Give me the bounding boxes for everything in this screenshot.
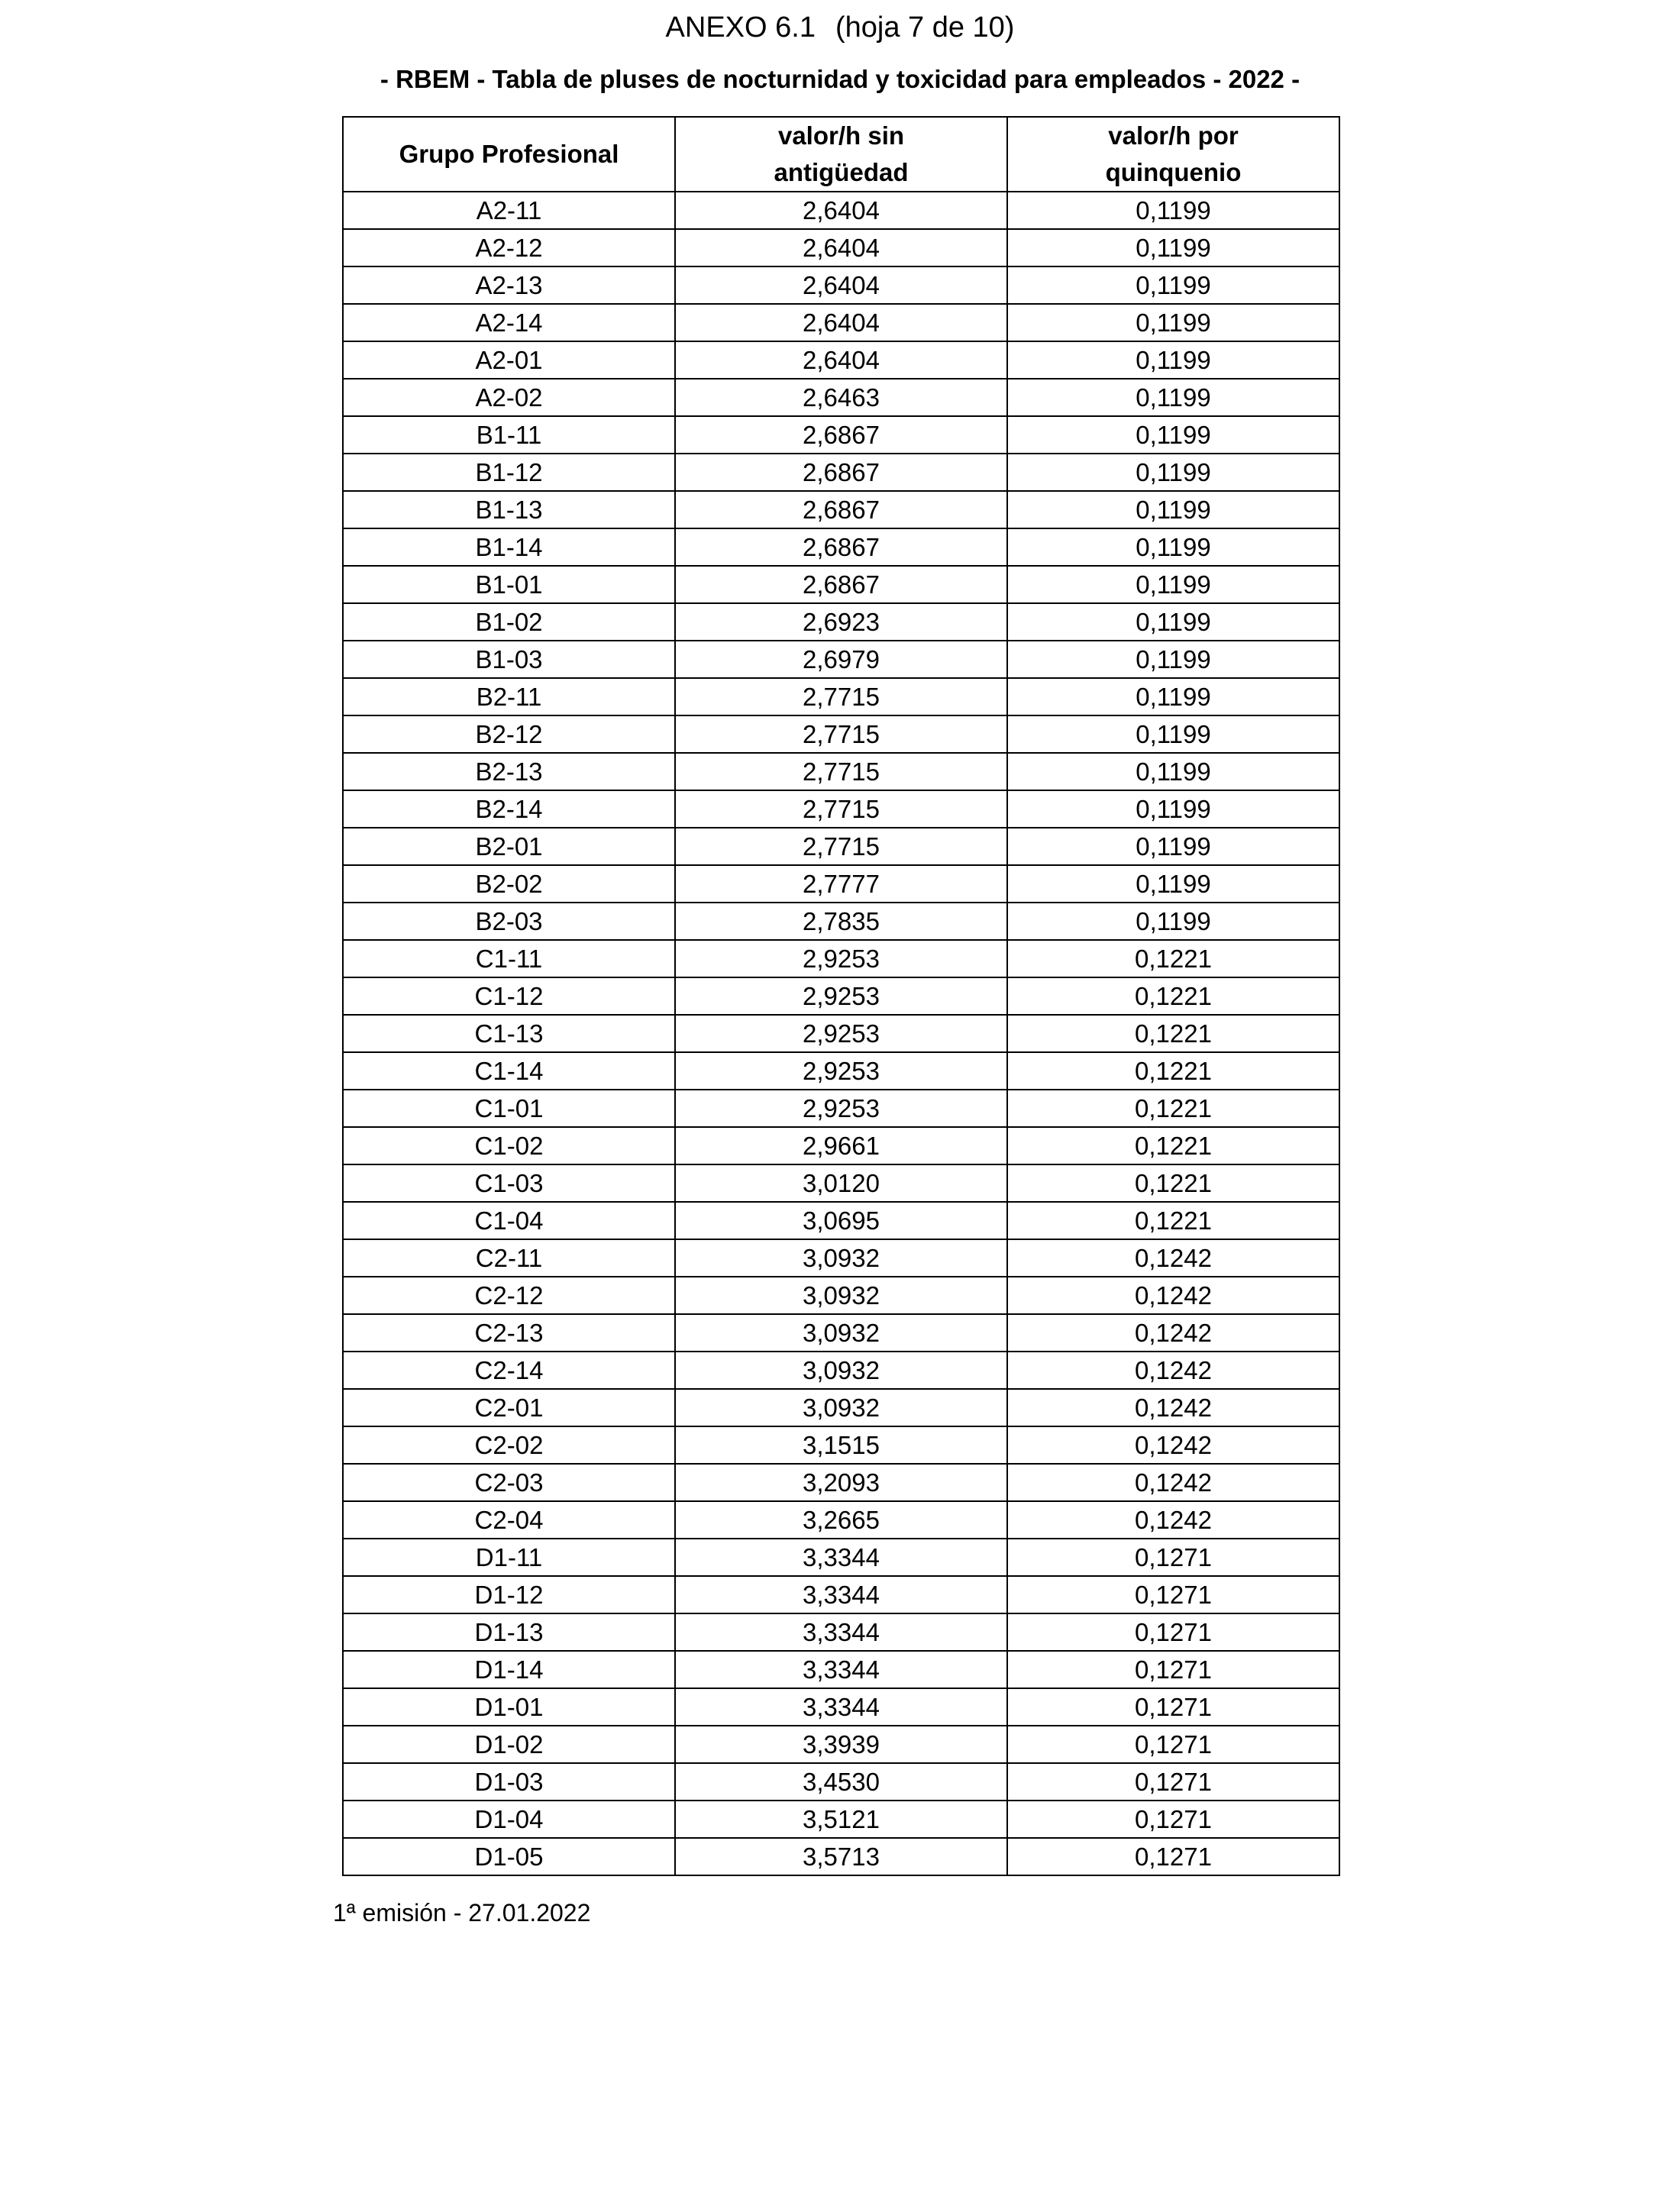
grupo-cell: B1-11 [343,416,675,454]
table-row [343,1838,1339,1875]
valor-quinquenio-cell: 0,1271 [1007,1651,1339,1688]
table-row [343,1352,1339,1389]
grupo-cell: D1-13 [343,1613,675,1651]
valor-quinquenio-cell: 0,1199 [1007,865,1339,903]
grupo-cell: D1-03 [343,1763,675,1801]
valor-sin-cell: 2,6867 [675,491,1007,528]
valor-sin-cell: 3,0932 [675,1352,1007,1389]
valor-sin-cell: 3,0695 [675,1202,1007,1239]
valor-quinquenio-cell: 0,1199 [1007,678,1339,715]
valor-quinquenio-cell: 0,1271 [1007,1613,1339,1651]
valor-sin-cell: 3,3939 [675,1726,1007,1763]
valor-sin-cell: 2,7777 [675,865,1007,903]
valor-sin-cell: 3,5713 [675,1838,1007,1875]
valor-quinquenio-cell: 0,1242 [1007,1501,1339,1539]
table-row [343,528,1339,566]
grupo-cell: C1-03 [343,1164,675,1202]
valor-sin-cell: 2,7715 [675,715,1007,753]
valor-quinquenio-cell: 0,1199 [1007,341,1339,379]
grupo-cell: B1-14 [343,528,675,566]
valor-quinquenio-cell: 0,1221 [1007,1202,1339,1239]
valor-quinquenio-cell: 0,1199 [1007,603,1339,641]
grupo-cell: C2-11 [343,1239,675,1277]
page-heading [0,9,1680,46]
table-row [343,1576,1339,1613]
grupo-cell: B2-03 [343,903,675,940]
sheet-label: (hoja 7 de 10) [835,11,1015,44]
valor-quinquenio-cell: 0,1242 [1007,1464,1339,1501]
valor-sin-cell: 2,7715 [675,753,1007,790]
grupo-cell: B1-12 [343,454,675,491]
table-row [343,1052,1339,1090]
table-row [343,304,1339,341]
valor-sin-cell: 3,3344 [675,1539,1007,1576]
valor-sin-cell: 3,3344 [675,1688,1007,1726]
valor-sin-cell: 3,0932 [675,1277,1007,1314]
grupo-cell: D1-11 [343,1539,675,1576]
table-row [343,903,1339,940]
grupo-cell: C2-13 [343,1314,675,1352]
valor-quinquenio-cell: 0,1271 [1007,1726,1339,1763]
table-row [343,977,1339,1015]
grupo-cell: A2-02 [343,379,675,416]
valor-sin-cell: 3,2093 [675,1464,1007,1501]
valor-sin-cell: 2,7715 [675,828,1007,865]
table-row [343,715,1339,753]
valor-sin-cell: 3,3344 [675,1576,1007,1613]
rates-table [342,116,1340,1876]
grupo-cell: C2-14 [343,1352,675,1389]
valor-sin-cell: 2,7715 [675,678,1007,715]
grupo-cell: A2-01 [343,341,675,379]
table-row [343,1539,1339,1576]
valor-sin-cell: 2,6404 [675,229,1007,266]
valor-quinquenio-cell: 0,1221 [1007,1090,1339,1127]
header-valor-por-line2: quinquenio [1105,158,1242,186]
table-row [343,828,1339,865]
table-row [343,1164,1339,1202]
emission-note: 1ª emisión - 27.01.2022 [333,1899,591,1927]
table-row [343,1127,1339,1164]
grupo-cell: D1-05 [343,1838,675,1875]
valor-quinquenio-cell: 0,1271 [1007,1576,1339,1613]
grupo-cell: A2-11 [343,192,675,229]
header-valor-por-line1: valor/h por [1108,121,1239,150]
valor-quinquenio-cell: 0,1271 [1007,1801,1339,1838]
grupo-cell: D1-14 [343,1651,675,1688]
valor-sin-cell: 2,9253 [675,1090,1007,1127]
grupo-cell: C1-14 [343,1052,675,1090]
valor-quinquenio-cell: 0,1199 [1007,229,1339,266]
valor-sin-cell: 3,0932 [675,1239,1007,1277]
table-row [343,379,1339,416]
table-row [343,753,1339,790]
valor-sin-cell: 3,0932 [675,1389,1007,1426]
table-row [343,1651,1339,1688]
table-row [343,1464,1339,1501]
table-body [343,192,1339,1875]
table-row [343,1613,1339,1651]
grupo-cell: B2-12 [343,715,675,753]
valor-quinquenio-cell: 0,1271 [1007,1688,1339,1726]
valor-sin-cell: 2,6404 [675,304,1007,341]
table-row [343,865,1339,903]
table-title: - RBEM - Tabla de pluses de nocturnidad y toxicidad para empleados - 2022 - [380,65,1300,93]
grupo-cell: A2-14 [343,304,675,341]
valor-quinquenio-cell: 0,1242 [1007,1426,1339,1464]
table-row [343,1801,1339,1838]
valor-quinquenio-cell: 0,1242 [1007,1277,1339,1314]
valor-sin-cell: 3,2665 [675,1501,1007,1539]
valor-sin-cell: 2,7715 [675,790,1007,828]
grupo-cell: B2-11 [343,678,675,715]
valor-quinquenio-cell: 0,1221 [1007,1015,1339,1052]
valor-quinquenio-cell: 0,1199 [1007,790,1339,828]
table-row [343,1202,1339,1239]
grupo-cell: C2-04 [343,1501,675,1539]
table-row [343,341,1339,379]
table-row [343,1277,1339,1314]
table-row [343,1314,1339,1352]
grupo-cell: C1-11 [343,940,675,977]
valor-quinquenio-cell: 0,1242 [1007,1389,1339,1426]
header-row [343,117,1339,192]
valor-sin-cell: 2,6404 [675,266,1007,304]
valor-quinquenio-cell: 0,1271 [1007,1539,1339,1576]
valor-quinquenio-cell: 0,1199 [1007,379,1339,416]
valor-quinquenio-cell: 0,1242 [1007,1314,1339,1352]
grupo-cell: B2-14 [343,790,675,828]
header-valor-por-quinquenio [1007,117,1339,192]
table-row [343,266,1339,304]
table-row [343,1726,1339,1763]
valor-quinquenio-cell: 0,1199 [1007,828,1339,865]
table-row [343,491,1339,528]
header-grupo-profesional-text: Grupo Profesional [399,140,619,168]
valor-quinquenio-cell: 0,1221 [1007,977,1339,1015]
valor-sin-cell: 2,9253 [675,977,1007,1015]
valor-quinquenio-cell: 0,1199 [1007,715,1339,753]
valor-sin-cell: 2,7835 [675,903,1007,940]
grupo-cell: C2-01 [343,1389,675,1426]
valor-quinquenio-cell: 0,1242 [1007,1352,1339,1389]
table-row [343,416,1339,454]
valor-sin-cell: 2,6404 [675,341,1007,379]
grupo-cell: B1-01 [343,566,675,603]
grupo-cell: D1-12 [343,1576,675,1613]
table-row [343,192,1339,229]
valor-quinquenio-cell: 0,1199 [1007,454,1339,491]
table-row [343,1426,1339,1464]
valor-quinquenio-cell: 0,1199 [1007,566,1339,603]
valor-sin-cell: 2,6867 [675,454,1007,491]
valor-quinquenio-cell: 0,1199 [1007,491,1339,528]
header-valor-sin-line2: antigüedad [774,158,909,186]
grupo-cell: C2-12 [343,1277,675,1314]
valor-sin-cell: 2,6404 [675,192,1007,229]
valor-quinquenio-cell: 0,1221 [1007,940,1339,977]
valor-quinquenio-cell: 0,1271 [1007,1763,1339,1801]
grupo-cell: C1-01 [343,1090,675,1127]
valor-sin-cell: 2,6463 [675,379,1007,416]
grupo-cell: D1-01 [343,1688,675,1726]
header-valor-sin-line1: valor/h sin [777,121,905,150]
grupo-cell: A2-13 [343,266,675,304]
table-header [343,117,1339,192]
grupo-cell: C2-02 [343,1426,675,1464]
annex-label: ANEXO 6.1 [665,11,816,44]
valor-quinquenio-cell: 0,1271 [1007,1838,1339,1875]
grupo-cell: D1-02 [343,1726,675,1763]
valor-quinquenio-cell: 0,1242 [1007,1239,1339,1277]
valor-sin-cell: 2,9661 [675,1127,1007,1164]
valor-sin-cell: 3,0120 [675,1164,1007,1202]
table-row [343,1239,1339,1277]
valor-quinquenio-cell: 0,1199 [1007,903,1339,940]
grupo-cell: C1-12 [343,977,675,1015]
table-row [343,454,1339,491]
valor-quinquenio-cell: 0,1221 [1007,1052,1339,1090]
grupo-cell: B2-01 [343,828,675,865]
grupo-cell: C2-03 [343,1464,675,1501]
grupo-cell: C1-13 [343,1015,675,1052]
valor-quinquenio-cell: 0,1199 [1007,266,1339,304]
table-row [343,229,1339,266]
valor-sin-cell: 2,6979 [675,641,1007,678]
grupo-cell: B1-02 [343,603,675,641]
grupo-cell: D1-04 [343,1801,675,1838]
grupo-cell: C1-04 [343,1202,675,1239]
table-row [343,1389,1339,1426]
header-valor-sin-antiguedad [675,117,1007,192]
valor-sin-cell: 3,3344 [675,1651,1007,1688]
header-grupo-profesional [343,117,675,192]
table-row [343,1015,1339,1052]
valor-sin-cell: 3,1515 [675,1426,1007,1464]
valor-sin-cell: 3,3344 [675,1613,1007,1651]
valor-quinquenio-cell: 0,1199 [1007,304,1339,341]
valor-sin-cell: 2,6867 [675,416,1007,454]
valor-quinquenio-cell: 0,1199 [1007,528,1339,566]
table-row [343,1688,1339,1726]
grupo-cell: B2-02 [343,865,675,903]
valor-quinquenio-cell: 0,1221 [1007,1127,1339,1164]
table-row [343,1090,1339,1127]
valor-sin-cell: 2,9253 [675,1052,1007,1090]
grupo-cell: B1-13 [343,491,675,528]
valor-quinquenio-cell: 0,1199 [1007,641,1339,678]
table-row [343,1501,1339,1539]
table-row [343,641,1339,678]
valor-sin-cell: 3,0932 [675,1314,1007,1352]
valor-sin-cell: 3,4530 [675,1763,1007,1801]
valor-sin-cell: 2,6867 [675,528,1007,566]
valor-sin-cell: 3,5121 [675,1801,1007,1838]
valor-quinquenio-cell: 0,1199 [1007,416,1339,454]
valor-sin-cell: 2,9253 [675,940,1007,977]
table-row [343,790,1339,828]
table-row [343,566,1339,603]
grupo-cell: A2-12 [343,229,675,266]
table-row [343,678,1339,715]
valor-sin-cell: 2,6923 [675,603,1007,641]
table-row [343,1763,1339,1801]
table-row [343,940,1339,977]
valor-quinquenio-cell: 0,1221 [1007,1164,1339,1202]
valor-sin-cell: 2,9253 [675,1015,1007,1052]
grupo-cell: C1-02 [343,1127,675,1164]
grupo-cell: B2-13 [343,753,675,790]
valor-quinquenio-cell: 0,1199 [1007,753,1339,790]
grupo-cell: B1-03 [343,641,675,678]
valor-sin-cell: 2,6867 [675,566,1007,603]
valor-quinquenio-cell: 0,1199 [1007,192,1339,229]
table-row [343,603,1339,641]
